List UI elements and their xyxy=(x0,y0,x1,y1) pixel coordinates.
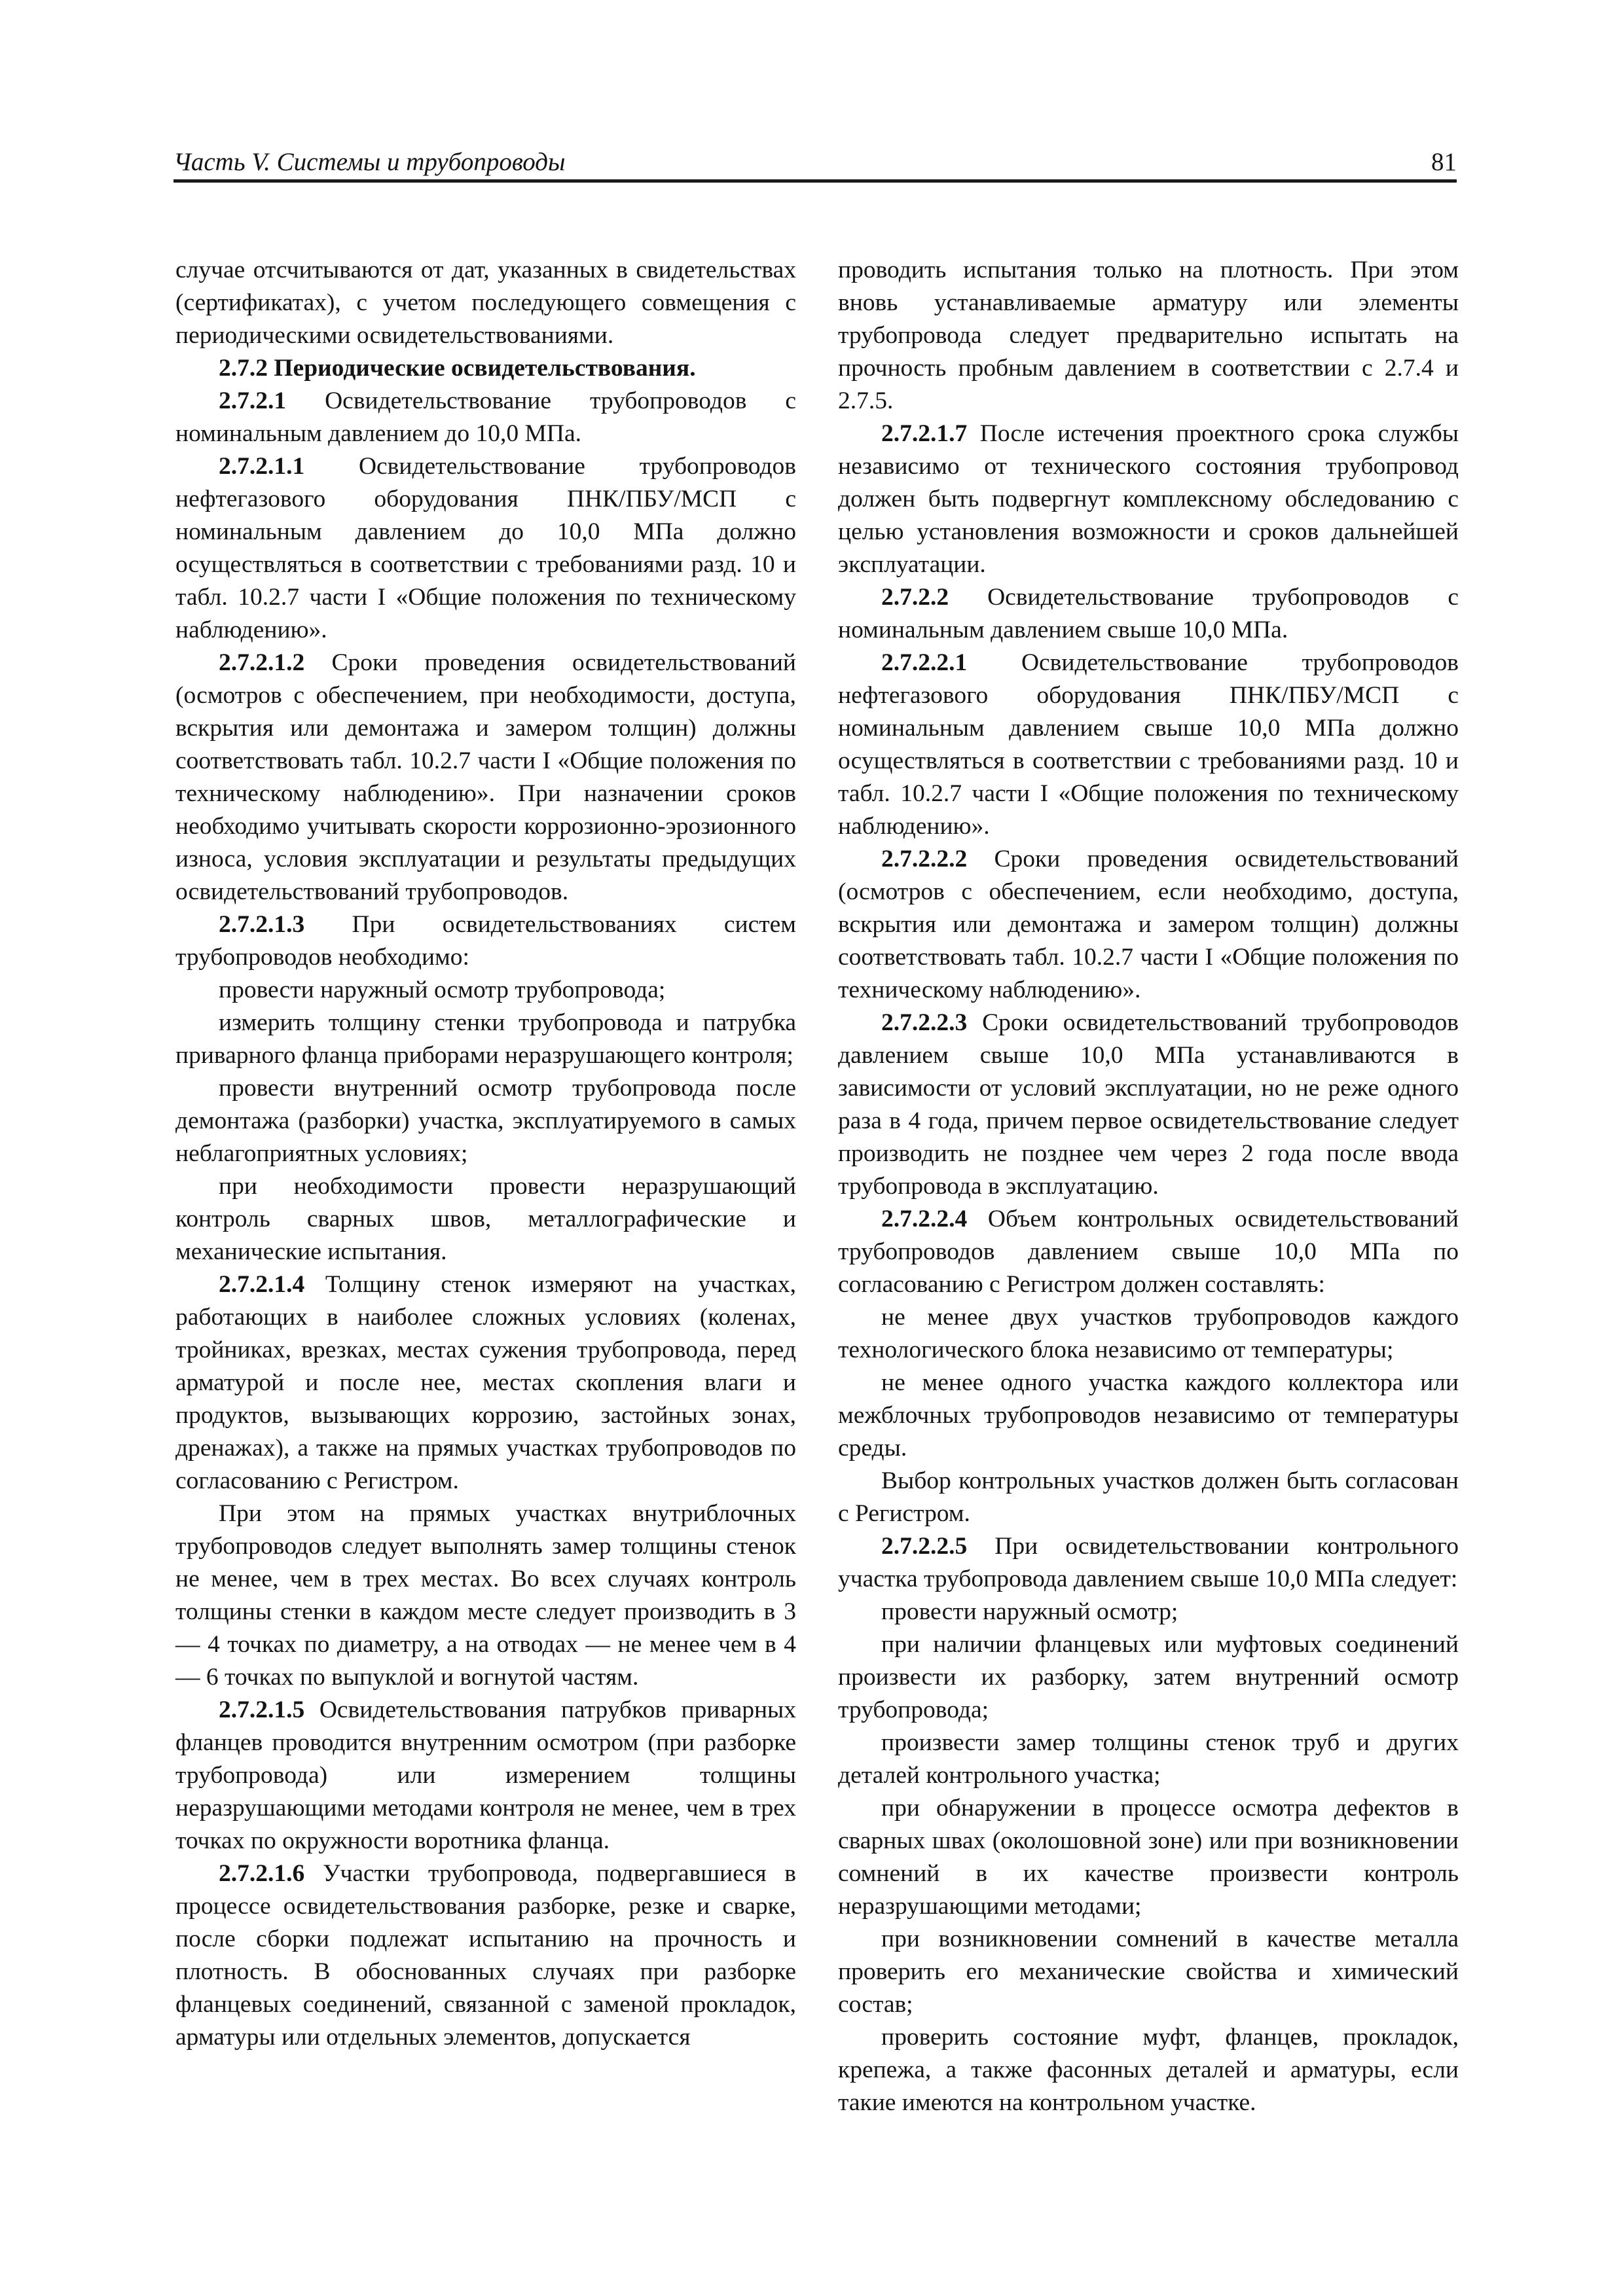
paragraph-text: произвести замер толщины стенок труб и других деталей контрольного участка; xyxy=(838,1729,1459,1789)
paragraph-text: случае отсчитываются от дат, указанных в свидетельствах (сертификатах), с учетом последующего совмещения с периодическими освидетельствованиями. xyxy=(175,257,796,349)
clause-number: 2.7.2.1.1 xyxy=(219,453,305,480)
paragraph-text: при необходимости провести неразрушающий контроль сварных швов, металлографические и механические испытания. xyxy=(175,1173,796,1265)
paragraph xyxy=(175,974,796,1007)
clause-number: 2.7.2 xyxy=(219,355,268,382)
clause-number: 2.7.2.1.2 xyxy=(219,649,305,676)
paragraph-text: Периодические освидетельствования. xyxy=(274,355,696,382)
paragraph xyxy=(838,254,1459,418)
paragraph xyxy=(175,1268,796,1498)
paragraph-text: провести внутренний осмотр трубопровода после демонтажа (разборки) участка, эксплуатируемого в самых неблагоприятных условиях; xyxy=(175,1075,796,1167)
paragraph xyxy=(175,908,796,974)
paragraph-text: провести наружный осмотр; xyxy=(881,1598,1178,1625)
paragraph xyxy=(838,418,1459,581)
paragraph-text: Освидетельствование трубопроводов нефтегазового оборудования ПНК/ПБУ/МСП с номинальным давлением до 10,0 МПа должно осуществляться в соответствии с требованиями разд. 10 и табл. 10.2.7 части I «Общие положения по техническому наблюдению». xyxy=(175,453,796,643)
clause-number: 2.7.2.2.5 xyxy=(881,1533,968,1560)
right-column xyxy=(838,254,1459,2119)
paragraph xyxy=(175,1498,796,1694)
paragraph-text: провести наружный осмотр трубопровода; xyxy=(219,977,666,1003)
clause-number: 2.7.2.2.4 xyxy=(881,1206,968,1232)
paragraph-text: Освидетельствование трубопроводов с номинальным давлением до 10,0 МПа. xyxy=(175,387,797,447)
paragraph-text: После истечения проектного срока службы независимо от технического состояния трубопровод должен быть подвергнут комплексному обследованию с целью установления возможности и сроков дальнейшей эксплуатации. xyxy=(838,420,1459,578)
paragraph xyxy=(838,1923,1459,2021)
paragraph xyxy=(838,843,1459,1007)
paragraph xyxy=(838,1628,1459,1727)
paragraph-text: Выбор контрольных участков должен быть согласован с Регистром. xyxy=(838,1467,1459,1527)
clause-number: 2.7.2.1.7 xyxy=(881,420,968,447)
paragraph xyxy=(838,1596,1459,1628)
paragraph xyxy=(838,1301,1459,1367)
left-column xyxy=(175,254,796,2054)
page-header xyxy=(173,145,1457,179)
clause-number: 2.7.2.1.6 xyxy=(219,1860,305,1887)
header-rule xyxy=(173,179,1457,183)
clause-number: 2.7.2.1.3 xyxy=(219,911,305,938)
paragraph xyxy=(175,450,796,647)
paragraph-text: Освидетельствование трубопроводов с номинальным давлением свыше 10,0 МПа. xyxy=(838,584,1459,643)
paragraph xyxy=(175,352,796,385)
paragraph xyxy=(838,2021,1459,2119)
paragraph-text: При освидетельствовании контрольного участка трубопровода давлением свыше 10,0 МПа следует: xyxy=(838,1533,1459,1592)
paragraph xyxy=(175,1072,796,1170)
page-number: 81 xyxy=(1431,148,1457,176)
paragraph xyxy=(175,1694,796,1857)
paragraph xyxy=(838,1465,1459,1530)
clause-number: 2.7.2.1.5 xyxy=(219,1696,305,1723)
paragraph xyxy=(838,1727,1459,1792)
paragraph xyxy=(838,1530,1459,1596)
paragraph-text: при наличии фланцевых или муфтовых соединений произвести их разборку, затем внутренний осмотр трубопровода; xyxy=(838,1631,1459,1723)
paragraph-text: Сроки проведения освидетельствований (осмотров с обеспечением, если необходимо, доступа, вскрытия или демонтажа и замером толщин) должны соответствовать табл. 10.2.7 части I «Общие положения по техническому наблюдению». xyxy=(838,846,1459,1003)
clause-number: 2.7.2.1 xyxy=(219,387,287,414)
paragraph-text: измерить толщину стенки трубопровода и патрубка приварного фланца приборами неразрушающего контроля; xyxy=(175,1009,796,1069)
clause-number: 2.7.2.2 xyxy=(881,584,949,611)
clause-number: 2.7.2.1.4 xyxy=(219,1271,305,1298)
paragraph-text: Толщину стенок измеряют на участках, работающих в наиболее сложных условиях (коленах, тройниках, врезках, местах сужения трубопровода, перед арматурой и после нее, местах скопления влаги и продуктов, вызывающих коррозию, застойных зонах, дренажах), а также на прямых участках трубопроводов по согласованию с Регистром. xyxy=(175,1271,796,1494)
clause-number: 2.7.2.2.3 xyxy=(881,1009,968,1036)
paragraph-text: Участки трубопровода, подвергавшиеся в процессе освидетельствования разборке, резке и сварке, после сборки подлежат испытанию на прочность и плотность. В обоснованных случаях при разборке фланцевых соединений, связанной с заменой прокладок, арматуры или отдельных элементов, допускается xyxy=(175,1860,797,2051)
paragraph-text: Сроки освидетельствований трубопроводов давлением свыше 10,0 МПа устанавливаются в зависимости от условий эксплуатации, но не реже одного раза в 4 года, причем первое освидетельствование следует производить не позднее чем через 2 года после ввода трубопровода в эксплуатацию. xyxy=(838,1009,1459,1200)
paragraph xyxy=(175,385,796,450)
paragraph xyxy=(175,647,796,908)
paragraph xyxy=(838,1007,1459,1203)
paragraph xyxy=(838,581,1459,647)
paragraph-text: при возникновении сомнений в качестве металла проверить его механические свойства и химический состав; xyxy=(838,1926,1459,2018)
paragraph-text: проводить испытания только на плотность. При этом вновь устанавливаемые арматуру или элементы трубопровода следует предварительно испытать на прочность пробным давлением в соответствии с 2.7.4 и 2.7.5. xyxy=(838,257,1459,414)
paragraph-text: При этом на прямых участках внутриблочных трубопроводов следует выполнять замер толщины стенок не менее, чем в трех местах. Во всех случаях контроль толщины стенки в каждом месте следует производить в 3 — 4 точках по диаметру, а на отводах — не менее чем в 4 — 6 точках по выпуклой и вогнутой частям. xyxy=(175,1500,796,1691)
paragraph-text: при обнаружении в процессе осмотра дефектов в сварных швах (околошовной зоне) или при возникновении сомнений в их качестве произвести контроль неразрушающими методами; xyxy=(838,1795,1459,1920)
paragraph xyxy=(175,1170,796,1268)
paragraph-text: не менее двух участков трубопроводов каждого технологического блока независимо от температуры; xyxy=(838,1304,1459,1363)
paragraph xyxy=(838,1367,1459,1465)
paragraph-text: Сроки проведения освидетельствований (осмотров с обеспечением, при необходимости, доступа, вскрытия или демонтажа и замером толщин) должны соответствовать табл. 10.2.7 части I «Общие положения по техническому наблюдению». При назначении сроков необходимо учитывать скорости коррозионно-эрозионного износа, условия эксплуатации и результаты предыдущих освидетельствований трубопроводов. xyxy=(175,649,796,905)
clause-number: 2.7.2.2.2 xyxy=(881,846,968,872)
paragraph-text: не менее одного участка каждого коллектора или межблочных трубопроводов независимо от температуры среды. xyxy=(838,1369,1459,1462)
paragraph xyxy=(175,254,796,352)
paragraph-text: проверить состояние муфт, фланцев, прокладок, крепежа, а также фасонных деталей и арматуры, если такие имеются на контрольном участке. xyxy=(838,2024,1459,2116)
paragraph-text: При освидетельствованиях систем трубопроводов необходимо: xyxy=(175,911,797,971)
paragraph xyxy=(175,1857,796,2054)
paragraph-text: Освидетельствование трубопроводов нефтегазового оборудования ПНК/ПБУ/МСП с номинальным давлением свыше 10,0 МПа должно осуществляться в соответствии с требованиями разд. 10 и табл. 10.2.7 части I «Общие положения по техническому наблюдению». xyxy=(838,649,1459,840)
paragraph-text: Освидетельствования патрубков приварных фланцев проводится внутренним осмотром (при разборке трубопровода) или измерением толщины неразрушающими методами контроля не менее, чем в трех точках по окружности воротника фланца. xyxy=(175,1696,796,1854)
running-title: Часть V. Системы и трубопроводы xyxy=(173,148,566,176)
paragraph xyxy=(838,647,1459,843)
paragraph xyxy=(175,1007,796,1072)
paragraph xyxy=(838,1792,1459,1923)
clause-number: 2.7.2.2.1 xyxy=(881,649,968,676)
paragraph xyxy=(838,1203,1459,1301)
paragraph-text: Объем контрольных освидетельствований трубопроводов давлением свыше 10,0 МПа по согласованию с Регистром должен составлять: xyxy=(838,1206,1459,1298)
